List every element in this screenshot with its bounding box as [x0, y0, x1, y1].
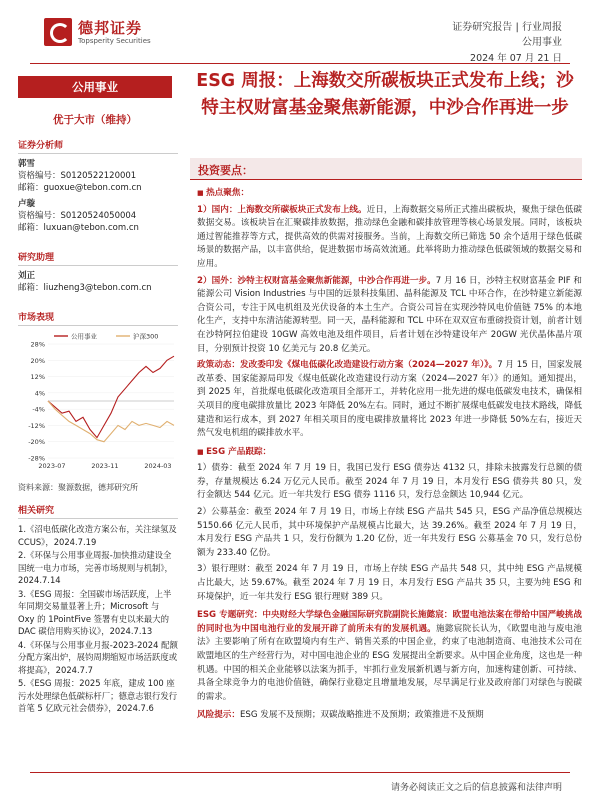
chart-source: 资料来源：聚源数据，德邦研究所	[18, 483, 138, 492]
analyst-name: 卢璇	[18, 199, 36, 209]
y-tick-label: -28%	[28, 454, 45, 463]
assistant	[18, 266, 178, 294]
esg-fund: 2）公募基金：截至 2024 年 7 月 19 日，市场上存续 ESG 产品共 545 只，ESG 产品净值总规模达 5150.66 亿元人民币，其中环境保护产品规模占比最大，达 39.26%。截至 2024 年 7 月 19 日，本月发行 ESG 产品共 1 只，发行份额为 1.20 亿份，近一年共发行 ESG 公募基金 70 只，发行总份额为 233.40 亿份。	[197, 507, 582, 558]
assistant-email[interactable]: 邮箱：liuzheng3@tebon.com.cn	[18, 283, 152, 293]
y-tick-label: 4%	[34, 389, 45, 398]
policy-item	[197, 359, 582, 441]
legend-label: 沪深300	[133, 332, 159, 341]
assistant-name: 刘正	[18, 271, 36, 281]
esg-heading: ■ ESG 产品跟踪：	[197, 446, 582, 460]
related-item[interactable]: 3.《ESG 周报：全国碳市场活跃度，上半年同期交易量显著上升；Microsoft 与 Oxy 的 1PointFive 签署有史以来最大的 DAC 碳信用购买协议》，2024.7.13	[18, 588, 172, 636]
analyst-email[interactable]: 邮箱：luxuan@tebon.com.cn	[18, 223, 139, 233]
hot-1-text: 近日，上海数据交易所正式推出碳板块，聚焦于绿色低碳数据交易。该板块旨在汇聚碳排放数据，推动绿色金融和碳排放管理等核心场景发展。同时，该板块通过智能推荐等方式，提供高效的供需对接服务。当前，上海数交所已筛选 50 余个适用于绿色低碳场景的数据产品，以丰富供给，促进数据市场高效流通。此举将助力推动绿色低碳领域的数据交易和应用。	[197, 204, 582, 269]
y-tick-label: -12%	[28, 421, 45, 430]
esg-study-text: 施懿宸院长认为，《欧盟电池与废电池法》主要影响了所有在欧盟境内有生产、销售关系的中国企业，约束了电池制造商、电池技术公司在欧盟地区的生产经营行为，对中国电池企业的 ESG 发展提出全新要求。从中国企业角度，这也是一种机遇。中国的相关企业能够以法案为抓手，牢抓行业发展新机遇与新方向，加速构建创新、可持续、具备全球竞争力的电池价值链，确保行业稳定且增量地发展，尽早满足行业及政府部门对绿色与脱碳的需求。	[197, 623, 582, 702]
related-item[interactable]: 2.《环保与公用事业周报-加快推动建设全国统一电力市场，完善市场规则与机制》，2024.7.14	[18, 550, 173, 585]
analyst-2	[18, 194, 178, 234]
report-date: 2024 年 07 月 21 日	[470, 53, 562, 64]
report-meta	[452, 20, 562, 50]
report-title: ESG 周报：上海数交所碳板块正式发布上线；沙特主权财富基金聚焦新能源，中沙合作再进一步	[196, 71, 574, 118]
related-heading: 相关研究	[18, 499, 178, 519]
main-body	[197, 185, 582, 723]
y-tick-label: 20%	[30, 356, 45, 365]
risk-text: ESG 发展不及预期；双碳战略推进不及预期；政策推进不及预期	[239, 710, 484, 721]
sector-badge: 公用事业	[18, 76, 172, 98]
related-list	[18, 519, 178, 715]
esg-bond: 1）债券：截至 2024 年 7 月 19 日，我国已发行 ESG 债券达 4132 只，排除未披露发行总额的债券，存量规模达 6.24 万亿元人民币。截至 2024 年 7 月 19 日，本月发行 ESG 债券共 80 只，发行金额达 544 亿元。近一年共发行 ESG 债券 1116 只，发行总金额达 10,944 亿元。	[197, 463, 582, 501]
policy-text: 7 月 15 日，国家发展改革委、国家能源局印发《煤电低碳化改造建设行动方案（2024—2027 年）》的通知。通知提出，到 2025 年，首批煤电低碳化改造项目全部开工，并转化应用一批先进的煤电低碳发电技术，确保相关项目的度电碳排放量比 2023 年降低 20%左右。同时，通过不断扩展煤电低碳发电技术路线，降低建造和运行成本，到 2027 年相关项目的度电碳排放量将比 2023 年进一步降低 50%左右，接近天然气发电机组的碳排放水平。	[197, 360, 582, 439]
hot-item-1	[197, 204, 582, 272]
y-tick-label: 28%	[30, 340, 45, 349]
legend-label: 公用事业	[71, 332, 97, 341]
analyst-cert: 资格编号：S0120524050004	[18, 211, 137, 221]
y-tick-label: -4%	[32, 405, 45, 414]
logo-cn-text: 德邦证券	[78, 19, 143, 37]
series-line-1	[48, 401, 174, 442]
report-type: 证券研究报告 | 行业周报	[452, 22, 562, 33]
policy-lead: 政策动态：发改委印发《煤电低碳化改造建设行动方案（2024—2027 年）》。	[197, 360, 498, 371]
header-divider	[30, 63, 570, 64]
x-tick-label: 2024-03	[144, 462, 172, 470]
analyst-1	[18, 154, 178, 194]
esg-study-lead: ESG 专题研究：中央财经大学绿色金融国际研究院副院长施懿宸：欧盟电池法案在带给中国严峻挑战的同时也为中国电池行业的发展开辟了前所未有的发展机遇。	[197, 610, 582, 634]
left-sidebar	[18, 128, 178, 716]
rating: 优于大市（维持）	[53, 114, 137, 126]
hot-2-lead: 2）国外：沙特主权财富基金聚焦新能源，中沙合作再进一步。	[197, 275, 436, 286]
esg-study	[197, 609, 582, 704]
hot-1-lead: 1）国内：上海数交所碳板块正式发布上线。	[197, 204, 367, 215]
esg-wealth: 3）银行理财：截至 2024 年 7 月 19 日，市场上存续 ESG 产品共 548 只，其中纯 ESG 产品规模占比最大，达 59.67%。截至 2024 年 7 月 19 日，本月发行 ESG 产品共 35 只，主要为纯 ESG 和环境保护，近一年共发行 ESG 银行理财 389 只。	[197, 564, 582, 602]
x-tick-label: 2023-11	[91, 462, 119, 470]
hot-heading: ■ 热点聚焦：	[197, 187, 582, 201]
investment-heading: 投资要点：	[198, 164, 253, 177]
trend-heading: 市场表现	[18, 306, 178, 326]
related-item[interactable]: 4.《环保与公用事业月报-2023-2024 配额分配方案出炉，展钧周期缩短市场活跃度或将提高》，2024.7.7	[18, 639, 178, 675]
analyst-cert: 资格编号：S0120522120001	[18, 171, 137, 181]
company-logo	[44, 16, 164, 50]
footer-disclaimer: 请务必阅读正文之后的信息披露和法律声明	[390, 783, 562, 793]
hot-item-2	[197, 275, 582, 357]
logo-icon	[44, 18, 72, 46]
x-tick-label: 2023-07	[38, 462, 66, 470]
related-item[interactable]: 1.《沼电低碳化改造方案公布，关注绿氢及 CCUS》，2024.7.19	[18, 524, 177, 547]
investment-bar	[190, 158, 582, 180]
logo-en-text: Topsperity Securities	[78, 37, 151, 45]
hot-2-text: 7 月 16 日，沙特主权财富基金 PIF 和能源公司 Vision Industries 与中国的远景科技集团、晶科能源及 TCL 中环合作，在沙特建立新能源合资公司，专注于风电机组及光伏设备的本土生产。合资公司旨在实现沙特风电价值链 75% 的本地化生产，支持中东清洁能源转型。同一天，晶科能源和 TCL 中环在双双宣布重磅投资计划，前者计划在沙特阿拉伯建设 10GW 高效电池及组件项目，后者计划在沙特建设年产 20GW 光伏晶体晶片项目，分别预计投资 10 亿美元与 20.8 亿美元。	[197, 275, 582, 354]
y-tick-label: -20%	[28, 438, 45, 447]
analyst-name: 郭雪	[18, 159, 36, 169]
y-tick-label: 12%	[30, 373, 45, 382]
analyst-heading: 证券分析师	[18, 134, 178, 154]
report-sector: 公用事业	[522, 37, 562, 48]
footer-divider	[30, 772, 570, 773]
chart-svg	[18, 330, 178, 480]
related-item[interactable]: 5.《ESG 周报：2025 年底，建成 100 座污水处理绿色低碳标杆厂；德意志银行发行首笔 5 亿欧元社会债券》，2024.7.6	[18, 678, 178, 713]
analyst-email[interactable]: 邮箱：guoxue@tebon.com.cn	[18, 183, 142, 193]
risk-warning	[197, 709, 582, 723]
risk-lead: 风险提示：	[197, 710, 240, 721]
market-performance-chart	[18, 330, 178, 480]
assistant-heading: 研究助理	[18, 246, 178, 266]
